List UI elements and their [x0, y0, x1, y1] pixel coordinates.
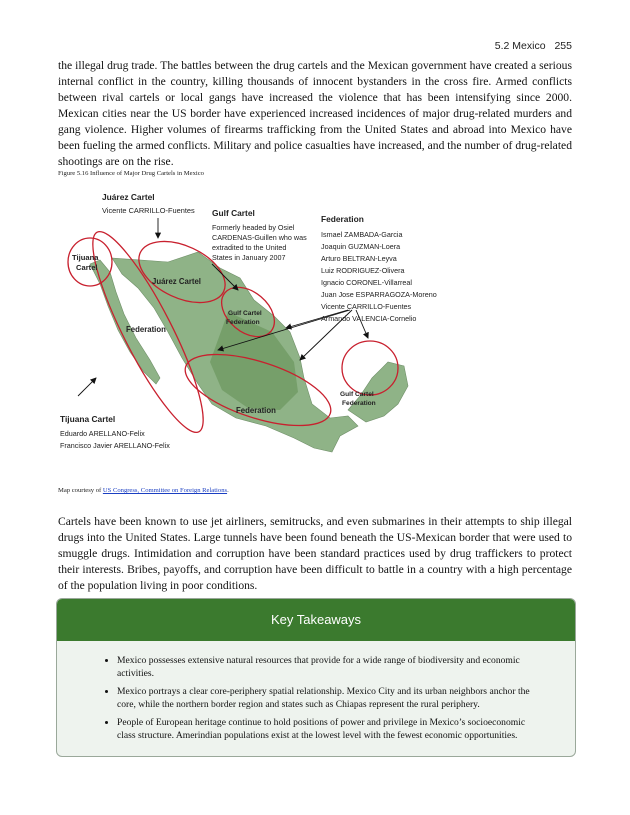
label-gulf-yucatan-2: Federation	[342, 400, 376, 407]
ellipse-tijuana	[68, 238, 112, 286]
page-number: 255	[554, 40, 572, 52]
list-item: • Mexico possesses extensive natural resources that provide for a wide range of biodiversity and economic activities.	[117, 655, 545, 680]
federation-member: Joaquin GUZMAN-Loera	[321, 242, 401, 251]
credit-suffix: .	[227, 487, 229, 494]
gulf-title: Gulf Cartel	[212, 208, 255, 218]
federation-member: Arturo BELTRAN-Leyva	[321, 254, 397, 263]
federation-member: Ignacio CORONEL-Villarreal	[321, 278, 412, 287]
juarez-leader: Vicente CARRILLO-Fuentes	[102, 206, 195, 215]
list-item: • Mexico portrays a clear core-periphery spatial relationship. Mexico City and its urban neighbors anchor the core, while the northern border region and states such as Chiapas represent the rural periphery.	[117, 686, 545, 711]
label-gulf-yucatan-1: Gulf Cartel	[340, 391, 374, 398]
federation-member: Ismael ZAMBADA-Garcia	[321, 230, 403, 239]
section-title: 5.2 Mexico	[494, 40, 546, 52]
label-federation-south: Federation	[236, 406, 276, 415]
gulf-note-3: extradited to the United	[212, 243, 287, 252]
page-header	[489, 40, 572, 52]
tijuana-leader-1: Eduardo ARELLANO-Felix	[60, 429, 145, 438]
label-federation-west: Federation	[126, 325, 166, 334]
label-tijuana-2: Cartel	[76, 263, 98, 272]
label-gulf-north-2: Federation	[226, 319, 260, 326]
federation-member: Armando VALENCIA-Cornelio	[321, 314, 417, 323]
key-takeaways-list	[57, 641, 575, 742]
federation-member: Luiz RODRIGUEZ-Olivera	[321, 266, 405, 275]
key-takeaways-title: Key Takeaways	[57, 599, 575, 641]
federation-title: Federation	[321, 214, 364, 224]
credit-prefix: Map courtesy of	[58, 487, 103, 494]
label-juarez-map: Juárez Cartel	[152, 277, 201, 286]
arrow-tijuana	[78, 378, 96, 396]
gulf-note-4: States in January 2007	[212, 253, 286, 262]
credit-link[interactable]: US Congress, Committee on Foreign Relations	[102, 487, 228, 494]
gulf-note-2: CARDENAS-Guillen who was	[212, 233, 307, 242]
list-item: • People of European heritage continue to hold positions of power and privilege in Mexico’s socioeconomic class structure. Amerindian populations exist at the lowest level with the fewest economic opportunities.	[117, 717, 545, 742]
map-credit	[58, 487, 229, 494]
tijuana-title: Tijuana Cartel	[60, 414, 116, 424]
federation-member: Juan Jose ESPARRAGOZA-Moreno	[321, 290, 437, 299]
body-paragraph-1: the illegal drug trade. The battles between the drug cartels and the Mexican government have created a serious internal conflict in the country, killing thousands of innocent bystanders in the cross fire. Armed conflicts between rival cartels or local gangs have increased the violence that has been intensifying since 2000. Mexican cities near the US border have experienced increased incidences of major drug-related murders and gang violence. Higher volumes of firearms trafficking from the United States and abroad into Mexico have been fueling the armed conflicts. Military and police casualties have increased, and the number of drug-related shootings are on the rise.	[58, 59, 572, 168]
tijuana-leader-2: Francisco Javier ARELLANO-Felix	[60, 441, 170, 450]
label-tijuana-1: Tijuana	[72, 253, 99, 262]
key-takeaways-box	[56, 598, 576, 757]
figure-caption: Figure 5.16 Influence of Major Drug Cartels in Mexico	[58, 170, 204, 177]
label-gulf-north-1: Gulf Cartel	[228, 310, 262, 317]
federation-member: Vicente CARRILLO-Fuentes	[321, 302, 412, 311]
gulf-note-1: Formerly headed by Osiel	[212, 223, 295, 232]
body-paragraph-2: Cartels have been known to use jet airliners, semitrucks, and even submarines in their attempts to ship illegal drugs into the United States. Large tunnels have been found beneath the US-Mexican border that were used to smuggle drugs. Intimidation and corruption have been standard practices used by drug traffickers to protect their interests. Bribes, payoffs, and corruption have been difficult to battle in a country with a high percentage of the population living in poor conditions.	[58, 515, 572, 592]
cartel-map	[58, 182, 458, 472]
juarez-title: Juárez Cartel	[102, 192, 155, 202]
